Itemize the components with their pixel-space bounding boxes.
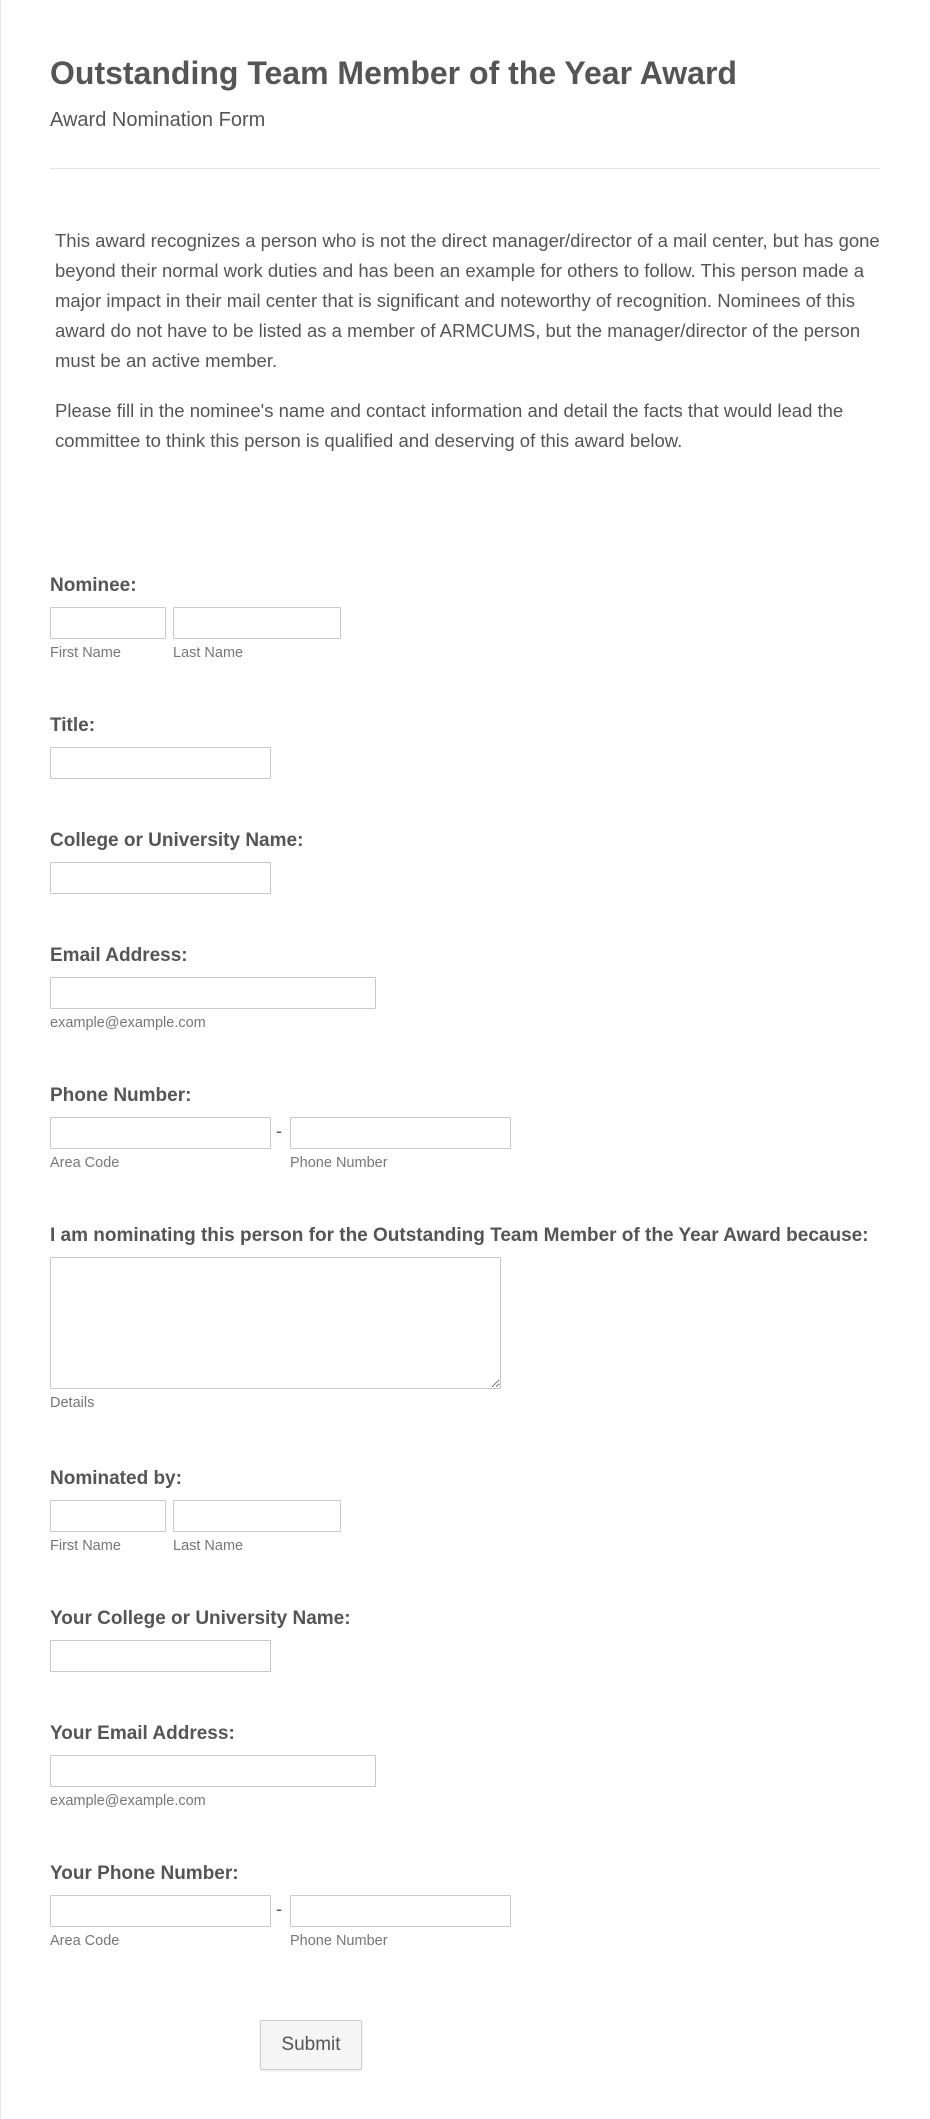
- your-email-input[interactable]: [50, 1755, 376, 1787]
- phone-number-sublabel: Phone Number: [290, 1155, 388, 1171]
- phone-area-code-input[interactable]: [50, 1117, 271, 1149]
- your-college-label: Your College or University Name:: [50, 1608, 351, 1629]
- your-phone-field: [50, 1861, 880, 1949]
- your-phone-area-code-input[interactable]: [50, 1895, 271, 1927]
- college-input[interactable]: [50, 862, 271, 894]
- nominator-last-name-sublabel: Last Name: [173, 1538, 244, 1554]
- nominated-by-field: [50, 1466, 880, 1554]
- description: [55, 226, 880, 476]
- phone-label: Phone Number:: [50, 1085, 192, 1106]
- your-phone-label: Your Phone Number:: [50, 1863, 239, 1884]
- your-college-field: [50, 1606, 880, 1674]
- nominator-first-name-input[interactable]: [50, 1500, 166, 1532]
- reason-field: [50, 1223, 880, 1411]
- nominee-last-name-sublabel: Last Name: [173, 645, 244, 661]
- reason-textarea[interactable]: [50, 1257, 501, 1389]
- nominator-first-name-sublabel: First Name: [50, 1538, 121, 1554]
- phone-field: [50, 1083, 880, 1171]
- reason-sublabel: Details: [50, 1395, 95, 1411]
- nominee-last-name-input[interactable]: [173, 607, 341, 639]
- phone-number-input[interactable]: [290, 1117, 511, 1149]
- page-title: Outstanding Team Member of the Year Award: [50, 55, 737, 91]
- your-phone-number-sublabel: Phone Number: [290, 1933, 388, 1949]
- description-paragraph-2: Please fill in the nominee's name and contact information and detail the facts that would lead the committee to think this person is qualified and deserving of this award below.: [55, 400, 844, 451]
- nominator-last-name-input[interactable]: [173, 1500, 341, 1532]
- email-field: [50, 943, 880, 1031]
- title-field: [50, 713, 880, 781]
- title-input[interactable]: [50, 747, 271, 779]
- page-left-border: [0, 0, 1, 2119]
- nominee-label: Nominee:: [50, 575, 137, 596]
- nominee-field: [50, 573, 880, 661]
- your-phone-number-input[interactable]: [290, 1895, 511, 1927]
- reason-label: I am nominating this person for the Outstanding Team Member of the Year Award because:: [50, 1225, 869, 1246]
- your-email-sublabel: example@example.com: [50, 1793, 206, 1809]
- email-input[interactable]: [50, 977, 376, 1009]
- your-phone-separator: -: [276, 1899, 282, 1919]
- college-field: [50, 828, 880, 896]
- nominee-first-name-input[interactable]: [50, 607, 166, 639]
- description-paragraph-1: This award recognizes a person who is not the direct manager/director of a mail center, but has gone beyond their normal work duties and has been an example for others to follow. This person made a major impact in their mail center that is significant and noteworthy of recognition. Nominees of this award do not have to be listed as a member of ARMCUMS, but the manager/director of the person must be an active member.: [55, 230, 880, 371]
- phone-separator: -: [276, 1121, 282, 1141]
- nominee-first-name-sublabel: First Name: [50, 645, 121, 661]
- college-label: College or University Name:: [50, 830, 304, 851]
- email-sublabel: example@example.com: [50, 1015, 206, 1031]
- header-divider: [50, 168, 880, 169]
- your-email-field: [50, 1721, 880, 1809]
- page-subtitle: Award Nomination Form: [50, 109, 266, 131]
- phone-area-code-sublabel: Area Code: [50, 1155, 120, 1171]
- submit-button[interactable]: Submit: [260, 2020, 362, 2070]
- title-label: Title:: [50, 715, 96, 736]
- your-college-input[interactable]: [50, 1640, 271, 1672]
- email-label: Email Address:: [50, 945, 188, 966]
- your-phone-area-code-sublabel: Area Code: [50, 1933, 120, 1949]
- nominated-by-label: Nominated by:: [50, 1468, 182, 1489]
- your-email-label: Your Email Address:: [50, 1723, 235, 1744]
